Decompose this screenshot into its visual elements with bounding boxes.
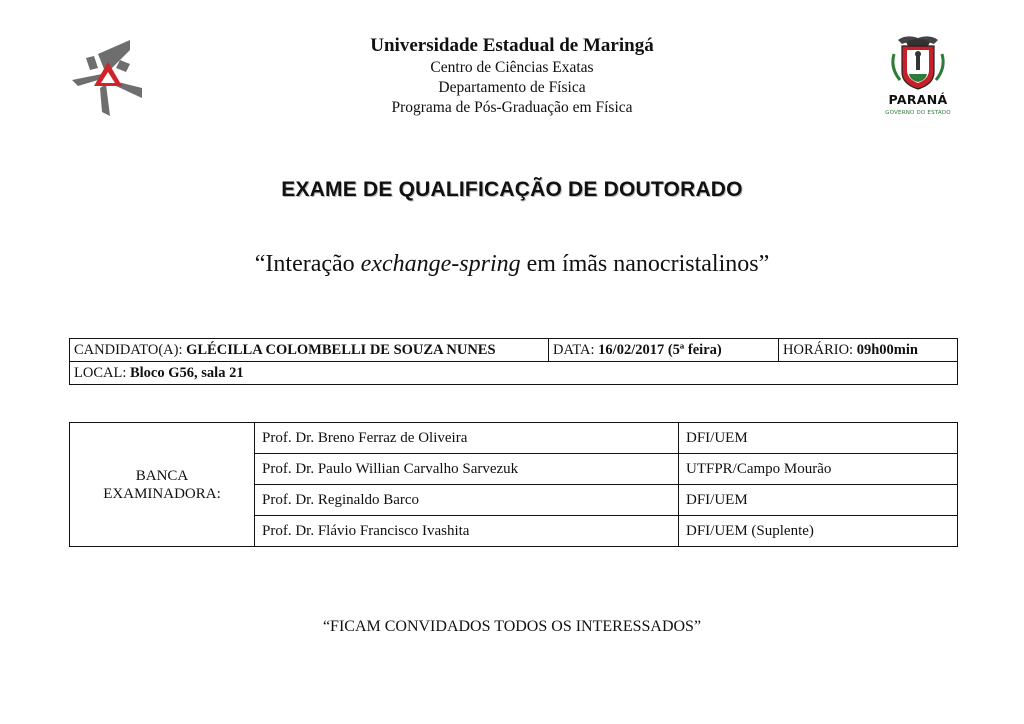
thesis-title-prefix: Interação: [265, 251, 361, 277]
parana-logo-text: PARANÁ: [888, 92, 948, 107]
place-row: [70, 362, 958, 385]
place-cell: [70, 362, 958, 385]
place-label: LOCAL:: [74, 364, 127, 381]
thesis-open-quote: “: [254, 251, 266, 277]
university-name: Universidade Estadual de Maringá: [370, 35, 654, 56]
thesis-title-suffix: em ímãs nanocristalinos: [520, 251, 759, 277]
board-member-affiliation: DFI/UEM: [679, 485, 958, 516]
center-name: Centro de Ciências Exatas: [430, 59, 594, 76]
board-label-line2: EXAMINADORA:: [103, 485, 221, 502]
board-member-name: Prof. Dr. Breno Ferraz de Oliveira: [255, 423, 679, 454]
board-member-affiliation: UTFPR/Campo Mourão: [679, 454, 958, 485]
board-label: [70, 423, 255, 547]
parana-coat-of-arms-icon: [876, 34, 960, 92]
candidate-label: CANDIDATO(A):: [74, 341, 183, 358]
parana-logo: [876, 34, 960, 120]
candidate-name: GLÉCILLA COLOMBELLI DE SOUZA NUNES: [186, 341, 496, 358]
time-cell: [779, 339, 958, 362]
candidate-cell: [70, 339, 549, 362]
board-label-line1: BANCA: [135, 467, 189, 484]
board-member-name: Prof. Dr. Flávio Francisco Ivashita: [255, 516, 679, 547]
board-member-affiliation: DFI/UEM (Suplente): [679, 516, 958, 547]
time-value: 09h00min: [856, 341, 918, 358]
date-label: DATA:: [553, 341, 595, 358]
exam-title: EXAME DE QUALIFICAÇÃO DE DOUTORADO: [281, 178, 743, 201]
exam-info-row: [70, 339, 958, 362]
board-member-name: Prof. Dr. Reginaldo Barco: [255, 485, 679, 516]
department-name: Departamento de Física: [438, 79, 586, 96]
exam-info-table: [69, 338, 958, 385]
board-member-row: [70, 423, 958, 454]
program-name: Programa de Pós-Graduação em Física: [391, 99, 633, 116]
thesis-title: [0, 251, 1024, 278]
invitation-text: “FICAM CONVIDADOS TODOS OS INTERESSADOS”: [322, 618, 702, 635]
date-cell: [549, 339, 779, 362]
thesis-close-quote: ”: [758, 251, 770, 277]
date-value: 16/02/2017 (5ª feira): [598, 341, 722, 358]
time-label: HORÁRIO:: [783, 341, 854, 358]
board-member-affiliation: DFI/UEM: [679, 423, 958, 454]
thesis-title-italic: exchange-spring: [360, 251, 521, 277]
place-value: Bloco G56, sala 21: [129, 364, 244, 381]
examining-board-table: [69, 422, 958, 547]
board-member-name: Prof. Dr. Paulo Willian Carvalho Sarvezuk: [255, 454, 679, 485]
institution-header: [0, 34, 1024, 118]
parana-logo-subtext: GOVERNO DO ESTADO: [885, 110, 951, 116]
